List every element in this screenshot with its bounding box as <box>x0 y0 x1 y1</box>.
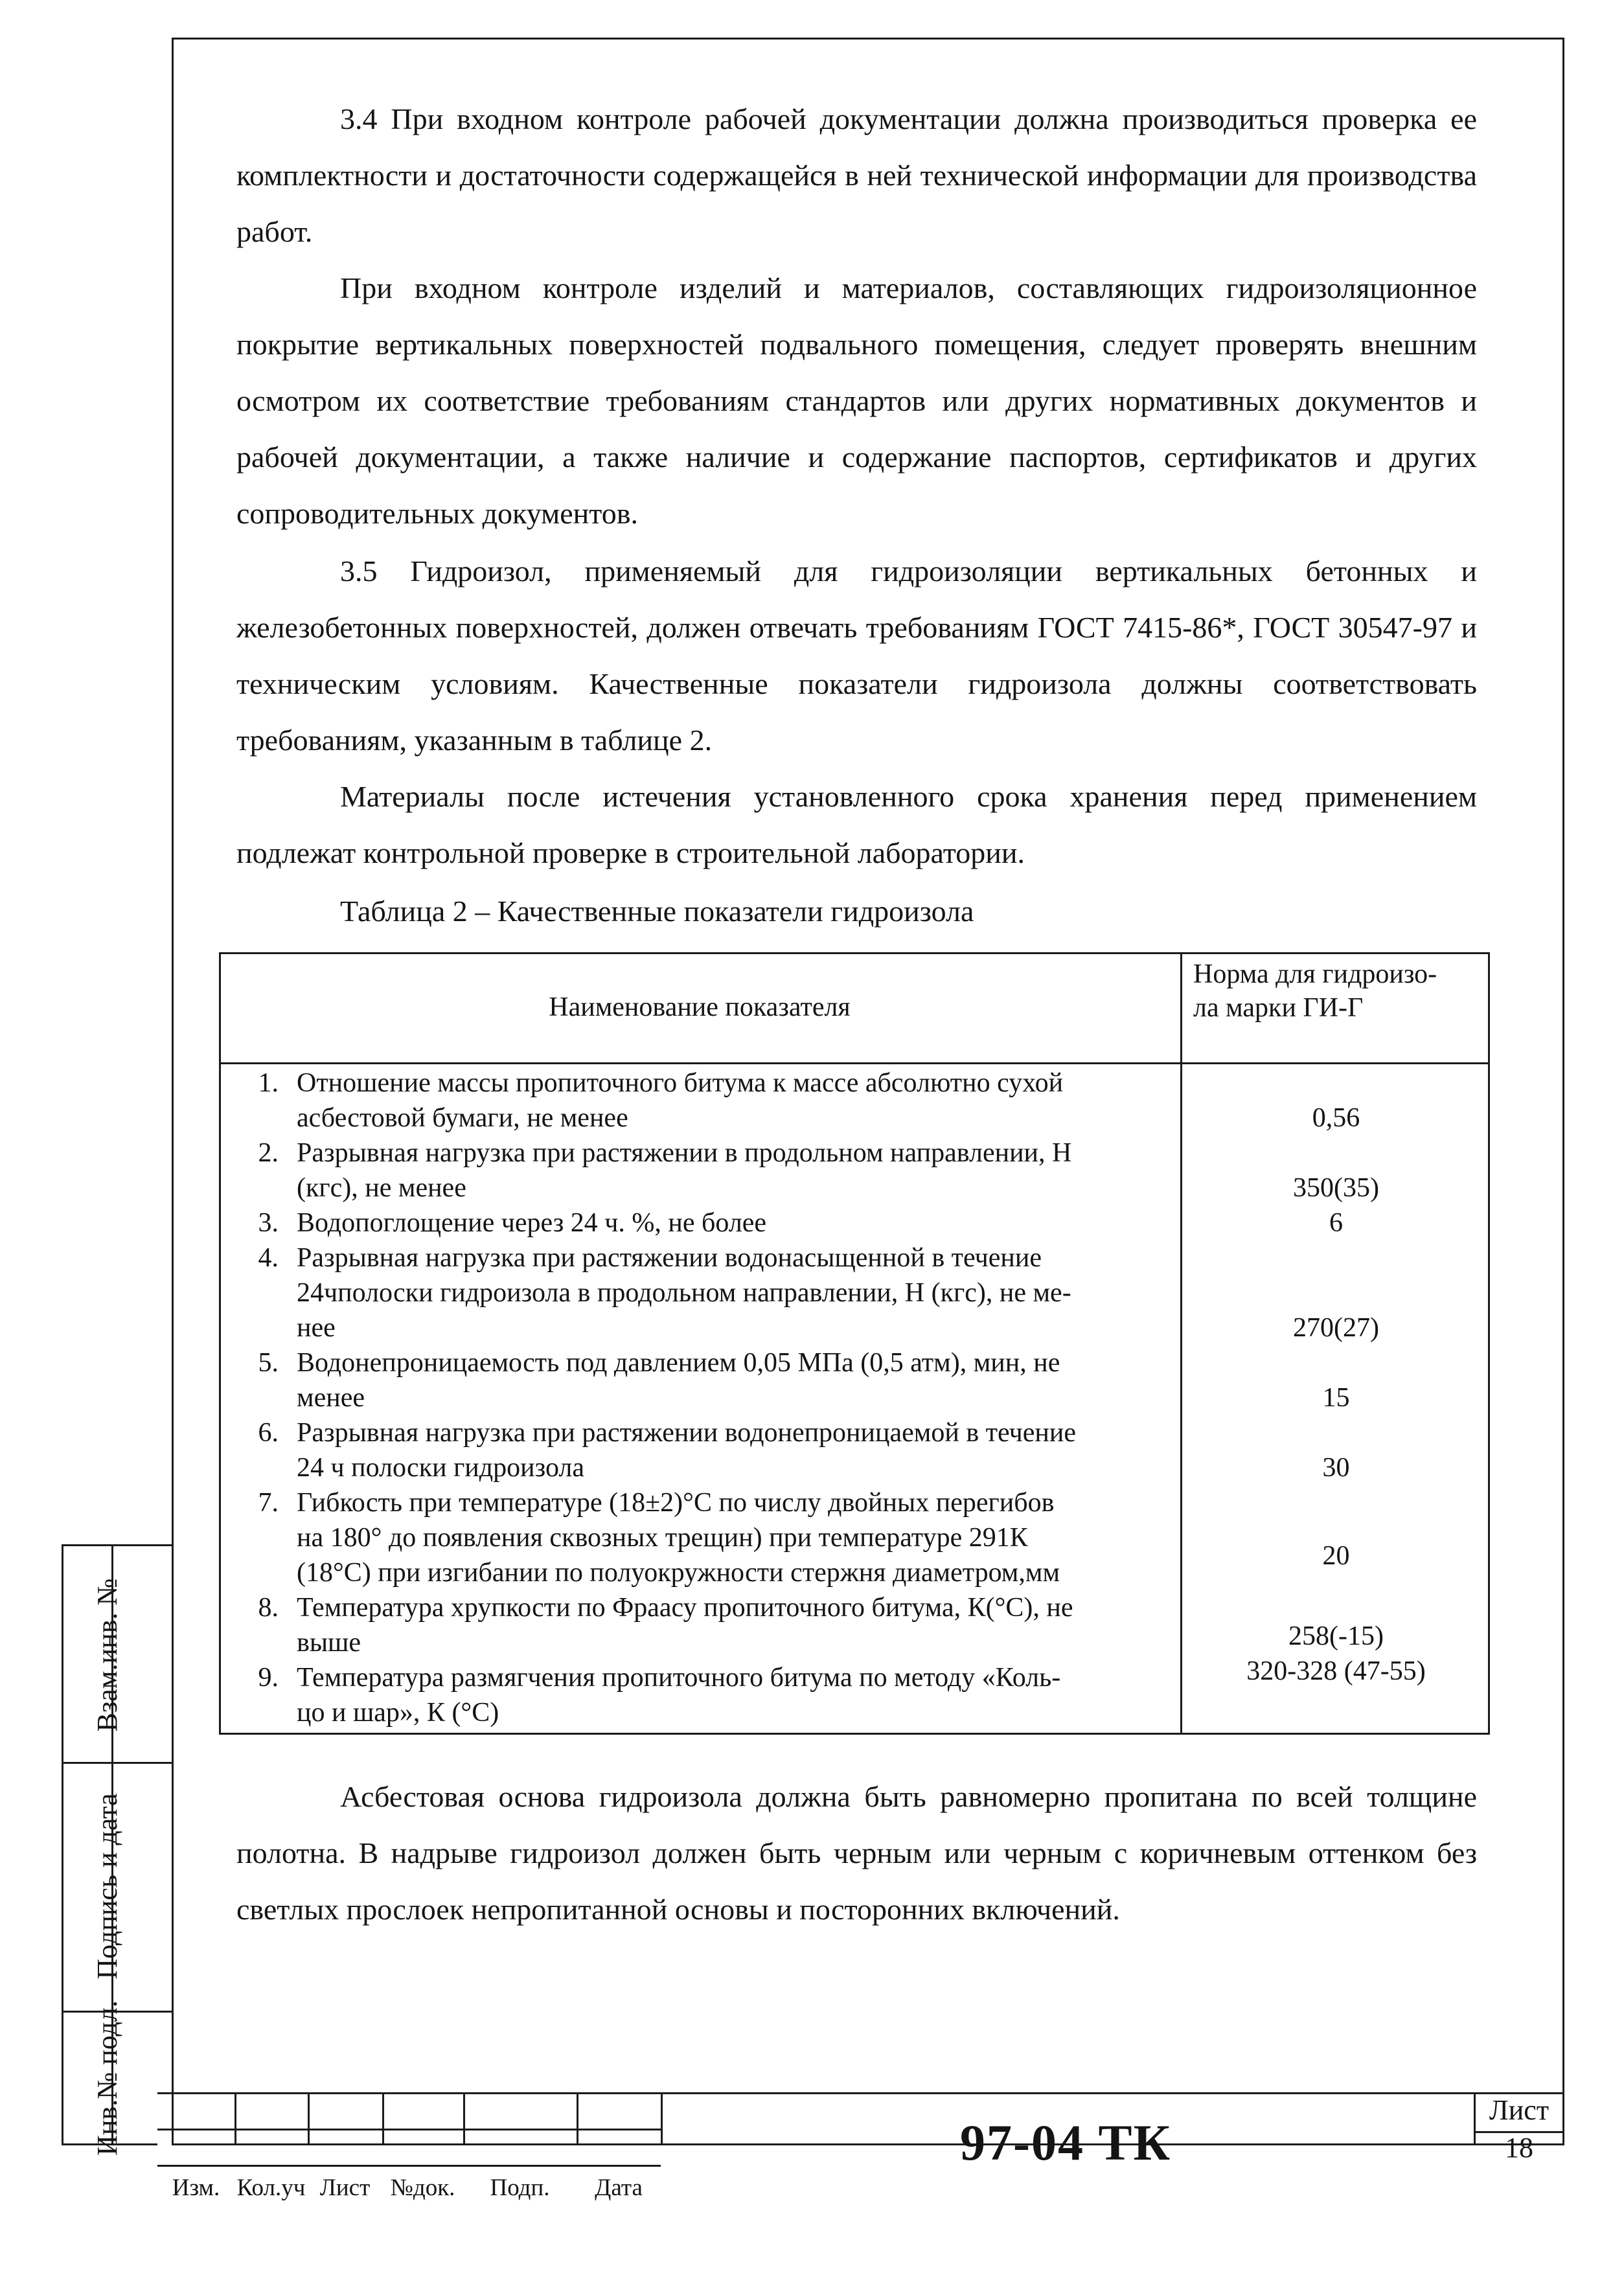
table-row-line: Температура размягчения пропиточного битума по методу «Коль- <box>297 1663 1061 1693</box>
sheet-number: 18 <box>1505 2132 1533 2164</box>
table-row-name <box>297 1205 1168 1240</box>
table-row-number: 5. <box>258 1348 279 1378</box>
table-row-name <box>297 1415 1168 1485</box>
title-block-col-kol: Кол.уч <box>236 2175 306 2201</box>
table-row-name <box>297 1066 1168 1136</box>
table-row-value: 0,56 <box>1312 1103 1360 1133</box>
title-block-rule <box>463 2092 465 2145</box>
table-row-line: (18°С) при изгибании по полуокружности стержня диаметром,мм <box>297 1558 1060 1588</box>
table-row-line: Гибкость при температуре (18±2)°С по числу двойных перегибов <box>297 1488 1055 1518</box>
table-row-value: 20 <box>1322 1541 1350 1571</box>
table-row-line: Разрывная нагрузка при растяжении в продольном направлении, Н <box>297 1138 1072 1168</box>
table-header-norm-line: ла марки ГИ-Г <box>1193 993 1364 1023</box>
title-block-rule <box>157 2165 661 2167</box>
table-row-line: Разрывная нагрузка при растяжении водонепроницаемой в течение <box>297 1418 1076 1448</box>
title-block-rule <box>308 2092 310 2145</box>
side-label-replaced-inv: Взам.инв. № <box>91 1578 123 1732</box>
table-row-line: выше <box>297 1628 361 1658</box>
table-row-value: 350(35) <box>1293 1173 1379 1203</box>
table-row-number: 8. <box>258 1593 279 1623</box>
paragraph-materials: Материалы после истечения установленного срока хранения перед применением подлежат контрольной проверке в строительной лаборатории. <box>236 780 1477 869</box>
table-row-name <box>297 1660 1168 1730</box>
paragraph-3-5: 3.5 Гидроизол, применяемый для гидроизоляции вертикальных бетонных и железобетонных поверхностей, должен отвечать требованиям ГОСТ 7415-86*, ГОСТ 30547-97 и техническим условиям. Качественные показатели гидроизола должны соответствовать требованиям, указанным в таблице 2. <box>236 554 1477 757</box>
table-row-line: нее <box>297 1313 336 1343</box>
title-block-col-list: Лист <box>319 2175 371 2201</box>
table-row-name <box>297 1590 1168 1660</box>
sheet-label: Лист <box>1489 2094 1550 2126</box>
table-header-rule <box>219 1062 1490 1064</box>
title-block-rule <box>234 2092 236 2145</box>
table-row-number: 6. <box>258 1418 279 1448</box>
table-row-number: 7. <box>258 1488 279 1518</box>
side-label-signature-date: Подпись и дата <box>91 1793 123 1980</box>
table-row-line: 24чполоски гидроизола в продольном направлении, Н (кгс), не ме- <box>297 1278 1071 1308</box>
table-row-name <box>297 1345 1168 1415</box>
table-row-value: 270(27) <box>1293 1313 1379 1343</box>
table-row-number: 1. <box>258 1068 279 1098</box>
document-code: 97-04 ТК <box>959 2114 1172 2171</box>
paragraph-input-control: При входном контроле изделий и материалов, составляющих гидроизоляционное покрытие вертикальных поверхностей подвального помещения, следует проверять внешним осмотром их соответствие требованиям стандартов или других нормативных документов и рабочей документации, а также наличие и содержание паспортов, сертификатов и других сопроводительных документов. <box>236 271 1477 530</box>
table-row-line: Отношение массы пропиточного битума к массе абсолютно сухой <box>297 1068 1064 1098</box>
table-row-line: Водонепроницаемость под давлением 0,05 МПа (0,5 атм), мин, не <box>297 1348 1060 1378</box>
paragraph-asbestos-base: Асбестовая основа гидроизола должна быть равномерно пропитана по всей толщине полотна. В надрыве гидроизол должен быть черным или черным с коричневым оттенком без светлых прослоек непропитанной основы и посторонних включений. <box>236 1780 1477 1926</box>
table-header-norm <box>1193 957 1491 1025</box>
table-row-number: 4. <box>258 1243 279 1273</box>
table-row-number: 2. <box>258 1138 279 1168</box>
title-block-col-ndok: №док. <box>390 2175 455 2201</box>
table-row-line: (кгс), не менее <box>297 1173 466 1203</box>
table-row-name <box>297 1136 1168 1205</box>
table-row-value: 320-328 (47-55) <box>1246 1656 1426 1686</box>
table-row-line: Водопоглощение через 24 ч. %, не более <box>297 1208 767 1238</box>
table-row-line: цо и шар», К (°С) <box>297 1698 499 1728</box>
table-row-value: 15 <box>1322 1383 1350 1413</box>
table-row-number: 9. <box>258 1663 279 1693</box>
side-label-original-inv: Инв.№ подл. <box>91 2000 123 2156</box>
table-row-line: асбестовой бумаги, не менее <box>297 1103 628 1133</box>
table-row-line: Температура хрупкости по Фраасу пропиточного битума, К(°С), не <box>297 1593 1073 1623</box>
table-row-value: 30 <box>1322 1453 1350 1483</box>
title-block-col-izm: Изм. <box>172 2175 220 2201</box>
table-row-line: менее <box>297 1383 365 1413</box>
title-block-rule <box>157 2129 661 2130</box>
title-block-col-data: Дата <box>595 2175 643 2201</box>
table-row-number: 3. <box>258 1208 279 1238</box>
paragraph-3-4: 3.4 При входном контроле рабочей документации должна производиться проверка ее комплектности и достаточности содержащейся в ней технической информации для производства работ. <box>236 102 1477 248</box>
table-caption: Таблица 2 – Качественные показатели гидроизола <box>340 895 974 928</box>
table-row-value: 6 <box>1329 1208 1343 1238</box>
title-block-rule <box>577 2092 578 2145</box>
table-header-name: Наименование показателя <box>549 992 851 1022</box>
title-block-top-rule <box>157 2092 1564 2094</box>
table-row-name <box>297 1240 1168 1345</box>
table-row-line: Разрывная нагрузка при растяжении водонасыщенной в течение <box>297 1243 1042 1273</box>
table-row-line: 24 ч полоски гидроизола <box>297 1453 585 1483</box>
title-block-rule <box>382 2092 384 2145</box>
table-header-norm-line: Норма для гидроизо- <box>1193 959 1437 989</box>
table-row-name <box>297 1485 1168 1590</box>
title-block-col-podp: Подп. <box>490 2175 550 2201</box>
table-row-value: 258(-15) <box>1288 1621 1384 1651</box>
table-row-line: на 180° до появления сквозных трещин) при температуре 291К <box>297 1523 1028 1553</box>
